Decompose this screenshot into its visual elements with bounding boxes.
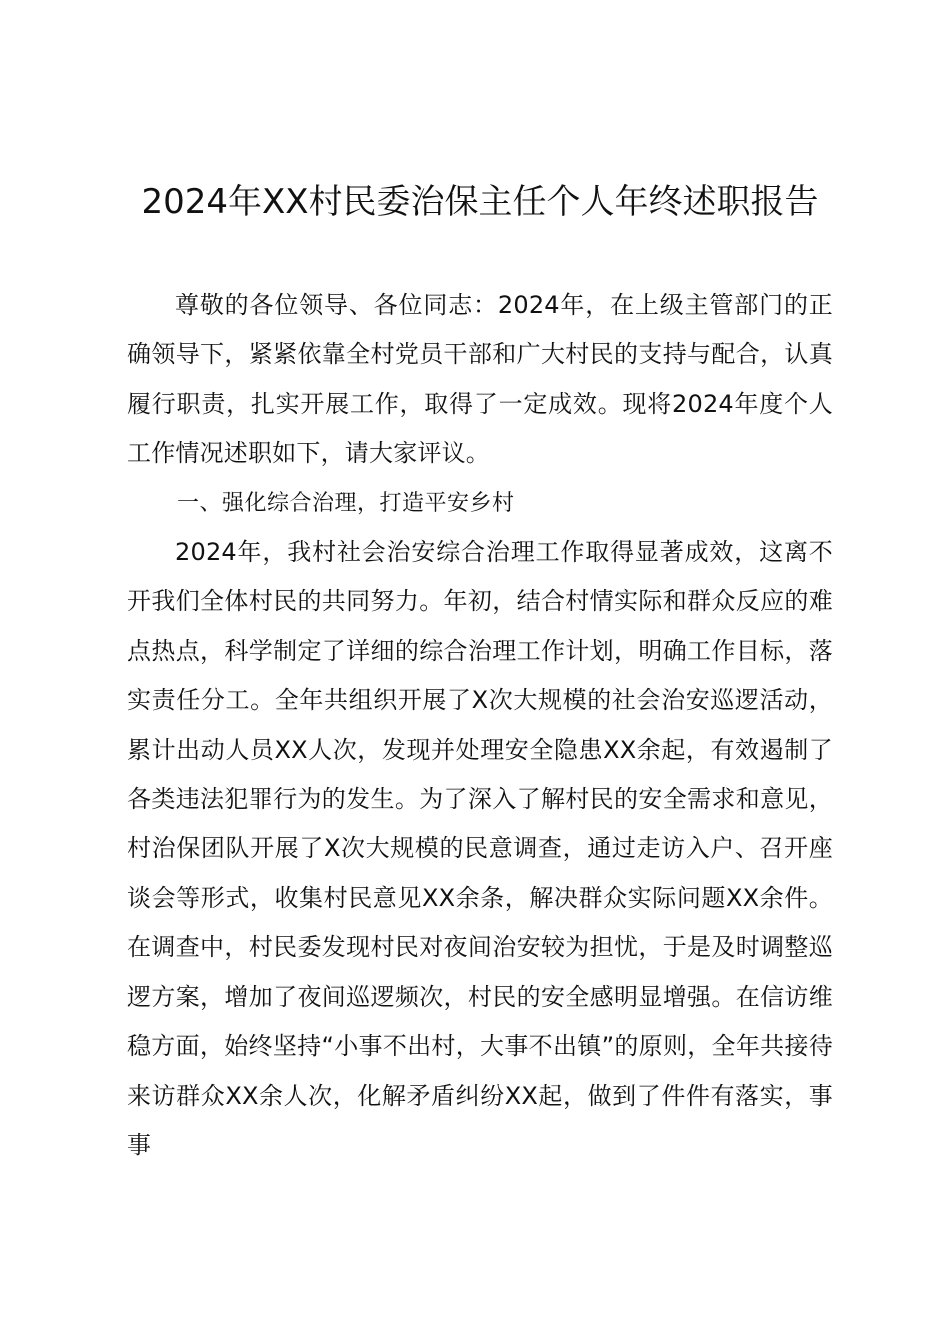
document-body [127, 281, 833, 1170]
section-paragraph: 2024年，我村社会治安综合治理工作取得显著成效，这离不开我们全体村民的共同努力。年初，结合村情实际和群众反应的难点热点，科学制定了详细的综合治理工作计划，明确工作目标，落实责任分工。全年共组织开展了X次大规模的社会治安巡逻活动，累计出动人员XX人次，发现并处理安全隐患XX余起，有效遏制了各类违法犯罪行为的发生。为了深入了解村民的安全需求和意见，村治保团队开展了X次大规模的民意调查，通过走访入户、召开座谈会等形式，收集村民意见XX余条，解决群众实际问题XX余件。在调查中，村民委发现村民对夜间治安较为担忧，于是及时调整巡逻方案，增加了夜间巡逻频次，村民的安全感明显增强。在信访维稳方面，始终坚持“小事不出村，大事不出镇”的原则，全年共接待来访群众XX余人次，化解矛盾纠纷XX起，做到了件件有落实，事事 [127, 538, 833, 1159]
document-title: 2024年XX村民委治保主任个人年终述职报告 [141, 182, 819, 222]
section-heading: 一、强化综合治理，打造平安乡村 [177, 490, 515, 516]
intro-paragraph: 尊敬的各位领导、各位同志：2024年，在上级主管部门的正确领导下，紧紧依靠全村党员干部和广大村民的支持与配合，认真履行职责，扎实开展工作，取得了一定成效。现将2024年度个人工作情况述职如下，请大家评议。 [127, 291, 833, 468]
